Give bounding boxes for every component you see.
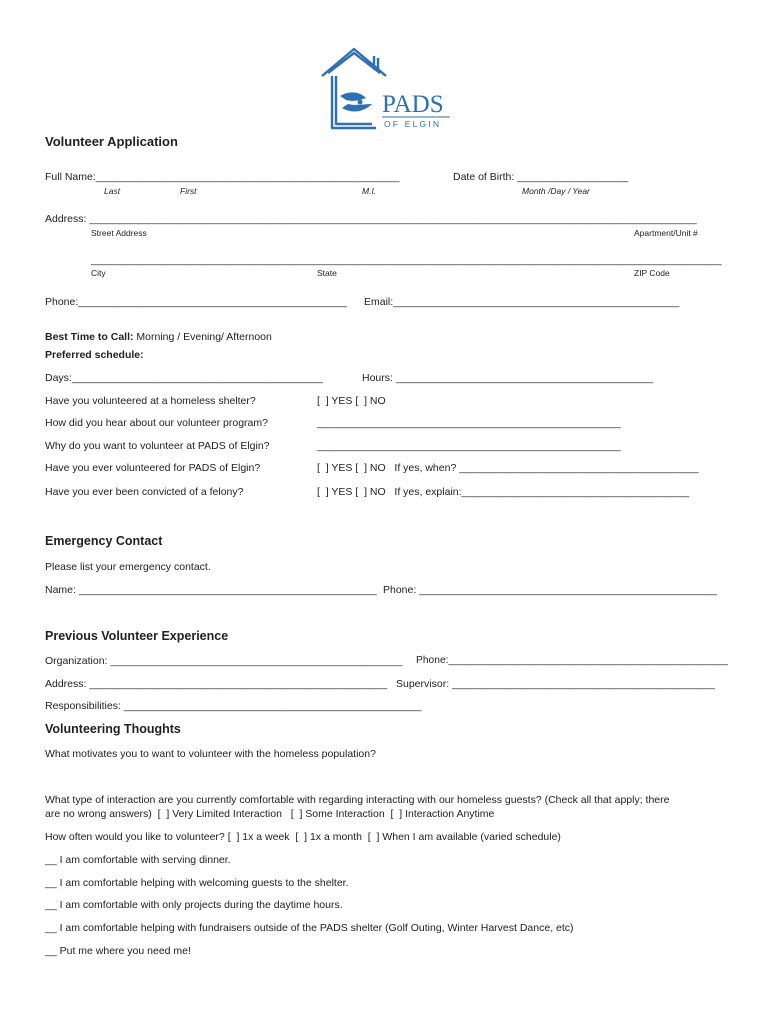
interaction-options[interactable]: are no wrong answers) [ ] Very Limited Interaction [ ] Some Interaction [ ] Interaction Anytime <box>45 808 495 820</box>
dob-caption: Month /Day / Year <box>522 186 590 196</box>
comfort-option[interactable]: __ I am comfortable helping with welcoming guests to the shelter. <box>45 877 349 889</box>
city-caption: City <box>91 268 106 278</box>
question-label: How did you hear about our volunteer program? <box>45 417 268 429</box>
full-name-mi-caption: M.I. <box>362 186 377 196</box>
apartment-caption: Apartment/Unit # <box>634 228 698 238</box>
street-address-caption: Street Address <box>91 228 147 238</box>
emergency-phone-field[interactable]: Phone: ___________________________________________________ <box>383 584 718 596</box>
comfort-option[interactable]: __ Put me where you need me! <box>45 945 191 957</box>
responsibilities-field[interactable]: Responsibilities: ___________________________________________________ <box>45 700 422 712</box>
question-label: Have you ever volunteered for PADS of Elgin? <box>45 462 261 474</box>
best-time-label: Best Time to Call: <box>45 331 134 343</box>
comfort-option[interactable]: __ I am comfortable with serving dinner. <box>45 854 231 866</box>
zip-caption: ZIP Code <box>634 268 670 278</box>
question-answer[interactable]: [ ] YES [ ] NO If yes, explain:_______________________________________ <box>317 486 690 498</box>
days-field[interactable]: Days:___________________________________________ <box>45 372 323 384</box>
motivation-question: What motivates you to want to volunteer with the homeless population? <box>45 748 376 760</box>
phone-field[interactable]: Phone:______________________________________________ <box>45 296 347 308</box>
question-label: Have you ever been convicted of a felony? <box>45 486 244 498</box>
preferred-schedule-label: Preferred schedule: <box>45 349 144 361</box>
full-name-field[interactable]: Full Name:____________________________________________________ <box>45 171 400 183</box>
date-of-birth-field[interactable]: Date of Birth: ___________________ <box>453 171 629 183</box>
supervisor-field[interactable]: Supervisor: _____________________________________________ <box>396 678 715 690</box>
emergency-name-field[interactable]: Name: ___________________________________________________ <box>45 584 377 596</box>
hours-field[interactable]: Hours: ____________________________________________ <box>362 372 653 384</box>
question-answer[interactable]: ____________________________________________________ <box>317 417 621 429</box>
previous-phone-field[interactable]: Phone:_________________________________________________ <box>416 655 728 666</box>
full-name-first-caption: First <box>180 186 197 196</box>
form-title: Volunteer Application <box>45 134 178 149</box>
emergency-intro: Please list your emergency contact. <box>45 561 211 573</box>
previous-address-field[interactable]: Address: ___________________________________________________ <box>45 678 388 690</box>
full-name-last-caption: Last <box>104 186 121 196</box>
interaction-question: What type of interaction are you currently comfortable with regarding interacting with our homeless guests? (Check all that apply; there <box>45 794 670 806</box>
pads-logo <box>316 46 452 132</box>
best-time-options[interactable]: Morning / Evening/ Afternoon <box>133 331 272 343</box>
address-field[interactable]: Address: ________________________________________________________________________________________________________ <box>45 213 697 225</box>
question-answer[interactable]: [ ] YES [ ] NO <box>317 395 386 407</box>
question-label: Have you volunteered at a homeless shelter? <box>45 395 256 407</box>
best-time-row <box>45 331 272 343</box>
frequency-question[interactable]: How often would you like to volunteer? [ ] 1x a week [ ] 1x a month [ ] When I am available (varied schedule) <box>45 831 561 843</box>
organization-field[interactable]: Organization: __________________________________________________ <box>45 655 403 667</box>
house-hands-icon <box>316 46 452 132</box>
logo-sub-text: OF ELGIN <box>384 119 442 129</box>
emergency-contact-heading: Emergency Contact <box>45 534 163 548</box>
state-caption: State <box>317 268 337 278</box>
comfort-option[interactable]: __ I am comfortable with only projects during the daytime hours. <box>45 899 343 911</box>
question-answer[interactable]: ____________________________________________________ <box>317 440 621 452</box>
previous-experience-heading: Previous Volunteer Experience <box>45 629 229 643</box>
question-label: Why do you want to volunteer at PADS of Elgin? <box>45 440 270 452</box>
volunteering-thoughts-heading: Volunteering Thoughts <box>45 722 181 736</box>
email-field[interactable]: Email:_________________________________________________ <box>364 296 680 308</box>
logo-pads-text: PADS <box>382 91 444 118</box>
comfort-option[interactable]: __ I am comfortable helping with fundraisers outside of the PADS shelter (Golf Outing, Winter Harvest Dance, etc) <box>45 922 574 934</box>
address-line2-field[interactable]: ____________________________________________________________________________________________________________ <box>91 254 722 266</box>
question-answer[interactable]: [ ] YES [ ] NO If yes, when? _________________________________________ <box>317 462 699 474</box>
